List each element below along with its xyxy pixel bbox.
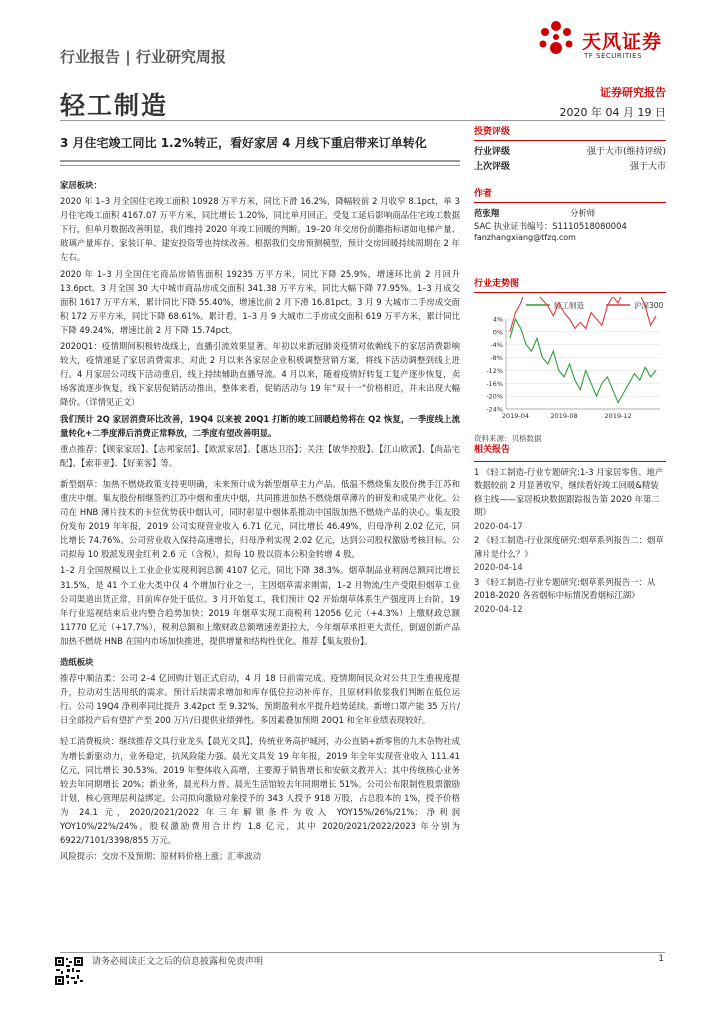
home-picks: 重点推荐：【顾家家居】、【志邦家居】、【欧派家居】、【惠达卫浴】；关注【敏华控股】、【江山欧派】、【尚品宅配】、【索菲亚】、【好莱客】等。 (60, 443, 460, 468)
legend-label: 沪深300 (634, 301, 664, 310)
industry-rating-row (474, 145, 666, 160)
previous-rating-label: 上次评级 (474, 162, 511, 172)
report-type: 证券研究报告 (600, 86, 666, 99)
home-paragraph-1: 2020 年 1–3 月全国住宅竣工面积 10928 万平方米，同比下滑 16.2%，降幅较前 2 月收窄 8.1pct，单 3 月住宅竣工面积 4167.07 万平方米，同比增长 1.20%，同比单月回正。受复工延后影响商品住宅竣工数据下行，但单月数据改善明显，我们维持 2020 年竣工回暖的判断。19–20 年交房份前瞻指标诸如电梯产量、玻璃产量库存、家装订单、建安投资等也持续改善。根据我们交房预测模型，预计交房回暖持续周期在 2 年左右。 (60, 196, 460, 263)
headline-divider (60, 160, 460, 166)
page-title: 轻工制造 (60, 91, 169, 120)
header-divider (60, 120, 665, 121)
x-tick-label: 2019-04 (501, 412, 529, 420)
y-tick-label: 0% (492, 328, 503, 337)
author-role: 分析师 (570, 208, 596, 218)
report-date: 2020 年 04 月 19 日 (559, 106, 666, 119)
previous-rating-value: 强于大市 (629, 162, 666, 172)
company-logo-en: TF SECURITIES (584, 52, 643, 60)
related-report-date: 2020-04-17 (474, 520, 523, 531)
disclaimer-note: 请务必阅读正文之后的信息披露和免责声明 (92, 957, 264, 967)
author-divider (474, 202, 666, 203)
author-email[interactable]: fanzhangxiang@tfzq.com (474, 233, 576, 242)
tf-logo-icon (536, 18, 576, 58)
footer-divider (60, 952, 665, 953)
page-number: 1 (658, 954, 664, 964)
y-tick-label: -24% (486, 405, 503, 414)
y-tick-label: -20% (486, 392, 503, 401)
chart-divider (474, 292, 666, 293)
paper-paragraph-1: 推荐中顺洁柔：公司 2–4 亿回购计划正式启动，4 月 18 日前需完成。疫情期间民众对公共卫生重视度提升，拉动对生活用纸的需求。预计后续需求增加和库存低位拉动补库存，且原材料依浆我们判断在低位运行。公司 19Q4 净利率同比提升 3.42pct 至 9.32%，预期盈利水平提升趋势延续。新增口罩产能 35 万片/日全部投产后有望扩产至 200 万片/日提供业绩弹性。多因素叠加预期 20Q1 和全年业绩表现较好。 (60, 673, 460, 726)
author-title: 作者 (474, 189, 493, 199)
y-tick-label: -4% (490, 341, 503, 350)
home-paragraph-4: 我们预计 2Q 家居消费环比改善，19Q4 以来被 20Q1 打断的竣工回暖趋势将在 Q2 恢复，一季度线上流量转化+二季度滞后消费正常释放，二季度有望改善明显。 (60, 413, 460, 438)
related-title: 相关报告 (474, 445, 511, 455)
company-logo-text: 天风证券 (582, 31, 663, 53)
related-report-item[interactable] (474, 534, 666, 575)
chart-source: 资料来源：贝格数据 (474, 434, 542, 443)
y-tick-label: -12% (486, 366, 503, 375)
tobacco-paragraph-2: 1–2 月全国规模以上工业企业实现利润总额 4107 亿元，同比下降 38.3%。烟草制品业利润总额同比增长 31.5%，是 41 个工业大类中仅 4 个增加行业之一，主因烟草需求刚需，1–2 月物流/生产受限但烟草工业公司渠道出货正常，目前库存处于低位。3 月开始复工，我们预计 Q2 开始烟草体系生产强度再上台阶，19 年行业巡视结束后业内整合趋势加快；2019 年烟草实现工商税利 12056 亿元（+4.3%）上缴财政总额 11770 亿元（+17.7%），税利总额和上缴财政总额增速差距拉大，今年烟草承担更大责任，倒逼创新产品加热不燃烧 HNB 在国内市场加快推进，提供增量和结构性优化。推荐【集友股份】。 (60, 565, 460, 646)
section-label-home: 家居板块： (60, 180, 102, 190)
rating-block (474, 124, 666, 175)
previous-rating-row (474, 160, 666, 175)
qr-code-icon (54, 956, 84, 986)
series-line (510, 319, 656, 403)
y-tick-label: -8% (490, 354, 503, 363)
related-report-item[interactable] (474, 576, 666, 617)
related-report-text: 3 《轻工制造-行业专题研究:烟草系列报告一：从 2018-2020 各省烟标中标情况看烟标江湖》 (474, 576, 656, 600)
x-tick-label: 2019-12 (604, 412, 632, 420)
tobacco-paragraph-1: 新型烟草：加热不燃烧政策支持更明确，未来预计成为新型烟草主力产品。低温不燃烧集友股份携手江苏和重庆中烟。集友股份相继签约江苏中烟和重庆中烟，共同推进加热不燃烧烟草薄片的研发和成果产业化。公司在 HNB 薄片技术的卡位优势获中烟认可，同时彰显中烟体系推动中国版加热不燃烧产品的决心。集友股份发布 2019 年年报，2019 公司实现营业收入 6.71 亿元，同比增长 46.49%，归母净利 2.02 亿元，同比增长 74.76%。公司营业收入保持高速增长，归母净利实现 2.02 亿元，达到公司股权激励考核目标。公司拟每 10 股派发现金红利 2.6 元（含税），拟每 10 股以资本公积金转增 4 股。 (60, 478, 460, 560)
related-report-date: 2020-04-14 (474, 562, 523, 572)
rating-title: 投资评级 (474, 127, 511, 137)
author-name: 范张翔 (474, 208, 500, 218)
y-tick-label: -16% (486, 379, 503, 388)
industry-trend-chart (474, 297, 666, 427)
section-label-paper: 造纸板块 (60, 657, 94, 667)
legend-label: 轻工制造 (554, 301, 584, 310)
rating-divider (474, 140, 666, 141)
chart-title: 行业走势图 (474, 279, 520, 289)
industry-rating-value: 强于大市(维持评级) (586, 147, 666, 157)
related-report-date: 2020-04-12 (474, 603, 523, 614)
author-block (474, 186, 666, 245)
related-report-item[interactable] (474, 466, 666, 534)
industry-rating-label: 行业评级 (474, 147, 511, 157)
home-paragraph-2: 2020 年 1–3 月全国住宅商品房销售面积 19235 万平方米，同比下降 25.9%，增速环比前 2 月回升 13.6pct。3 月全国 30 大中城市商品房成交面积 341.38 万平方米，同比大幅下降 77.95%。1–3 月成交面积 1617 万平方米，累计同比下降 55.40%，增速比前 2 月下滑 16.81pct。3 月 9 大城市二手房成交面积 172 万平方米，同比下降 68.61%。累计看，1–3 月 9 大城市二手房成交面积 619 万平方米，累计同比下降 49.24%，增速比前 2 月下降 15.74pct。 (60, 268, 460, 335)
main-content (60, 178, 460, 865)
related-divider (474, 461, 666, 462)
x-tick-label: 2019-08 (550, 412, 578, 420)
y-tick-label: 4% (492, 315, 503, 324)
related-report-text: 1 《轻工制造-行业专题研究:1-3 月家居零售、地产数据较前 2 月显著收窄，继续看好竣工回暖&精装修主线——家居板块数据跟踪报告第 2020 年第二期》 (474, 466, 664, 517)
author-row (474, 207, 666, 220)
home-paragraph-3: 2020Q1：疫情期间积极转战线上，直播引流效果显著。年初以来新冠肺炎疫情对依赖线下的家居消费影响较大，疫情递延了家居消费需求。对此 2 月以来各家居企业积极调整营销方案，将线下活动调整到线上进行。4 月家居公司线下活动重启，线上持续辅助直播导流。4 月以来，随着疫情好转复工复产逐步恢复，卖场客流逐步恢复，线下家居促销活动推出，整体来看，促销活动与 19 年“双十一”价格相近，并未出现大幅降价。（详情见正文） (60, 341, 460, 408)
breadcrumb: 行业报告 | 行业研究周报 (60, 48, 226, 66)
author-cert: SAC 执业证书编号：S1110518080004 (474, 220, 627, 231)
risk-note: 风险提示：交房不及预期；原材料价格上涨；汇率波动 (60, 851, 261, 862)
related-report-text: 2 《轻工制造-行业深度研究:烟草系列报告二：烟草薄片是什么？》 (474, 535, 664, 559)
report-headline: 3 月住宅竣工同比 1.2%转正，看好家居 4 月线下重启带来订单转化 (60, 136, 427, 150)
industry-trend-chart-block (474, 276, 666, 444)
consumer-paragraph-1: 轻工消费板块：继续推荐文具行业龙头【晨光文具】，传统业务高护城河，办公直销+新零售的九木杂物社成为增长新驱动力，业务稳定，抗风险能力强。晨光文具发 19 年年报，2019 年全年实现营业收入 111.41 亿元，同比增长 30.53%。2019 年整体收入高增，主要源于销售增长和安硕文教并入；其中传统核心业务较去年同期增长 20%；新业务，晨光科力普、晨光生活馆较去年同期增长 51%。公司公布限制性股票激励计划，核心管理层利益绑定。公司拟向激励对象授予的 343 人授予 918 万股，占总股本的 1%，授予价格为 24.1 元，2020/2021/2022 年三年解锁条件为收入 YOY15%/26%/21%；净利润 YOY10%/22%/24%。股权激励费用合计约 1.8 亿元，其中 2020/2021/2022/2023 年分别为 6922/7101/3398/855 万元。 (60, 736, 460, 846)
related-reports (474, 444, 666, 617)
